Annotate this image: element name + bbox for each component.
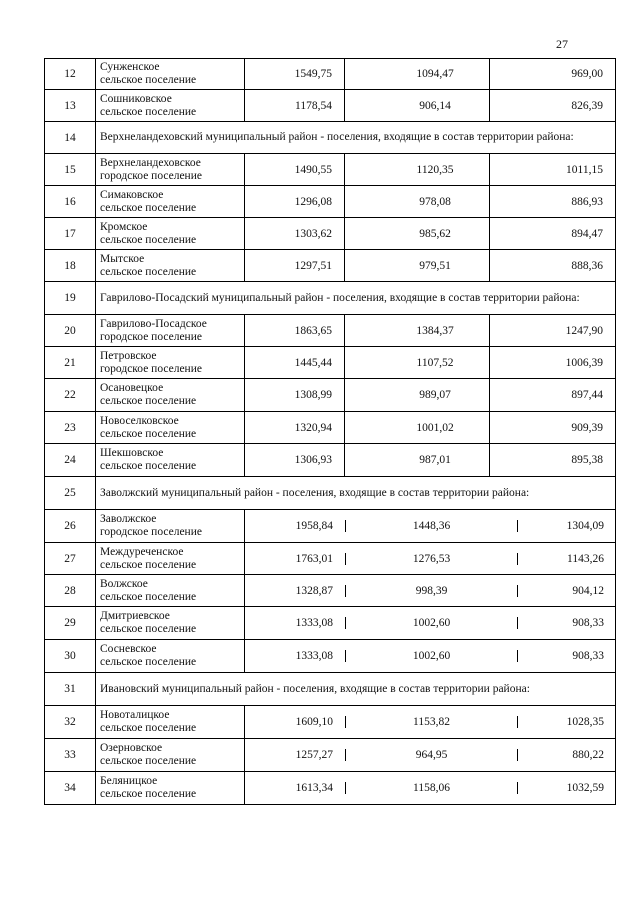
settlement-name [96, 772, 245, 805]
table-row [45, 772, 616, 805]
table-row [45, 510, 616, 543]
district-header: Ивановский муниципальный район - поселения, входящие в состав территории района: [96, 673, 616, 706]
row-number: 33 [45, 739, 96, 772]
value-cell-v2: 1448,36 [412, 520, 451, 532]
settlement-type-line: сельское поселение [100, 460, 197, 472]
settlement-name [96, 543, 245, 575]
settlement-name-line: Новоселковское [100, 414, 179, 427]
value-cell-v3: 826,39 [490, 90, 616, 122]
settlement-type-line: сельское поселение [100, 233, 197, 246]
table-row [45, 444, 616, 477]
table-row [45, 640, 616, 673]
row-number: 19 [45, 282, 96, 315]
value-cell-v3: 1006,39 [490, 347, 616, 379]
value-cell-v3: 1143,26 [567, 552, 604, 565]
settlement-type-line: сельское поселение [100, 722, 197, 734]
settlement-type-line: сельское поселение [100, 427, 197, 440]
value-cell-v2: 1276,53 [412, 552, 451, 565]
district-header: Гаврилово-Посадский муниципальный район - поселения, входящие в состав территории района: [96, 282, 616, 315]
value-cell-v3: 897,44 [490, 379, 616, 412]
value-cell-v3: 895,38 [490, 444, 616, 477]
row-number: 13 [45, 90, 96, 122]
settlement-name [96, 59, 245, 90]
row-number: 12 [45, 59, 96, 90]
settlement-type-line: городское поселение [100, 169, 202, 182]
value-cell-v2: 906,14 [345, 90, 490, 122]
settlement-name [96, 90, 245, 122]
settlement-name [96, 640, 245, 673]
table-row [45, 186, 616, 218]
district-header-row [45, 673, 616, 706]
value-group [245, 739, 616, 772]
table-row [45, 218, 616, 250]
value-cell-v2: 1001,02 [345, 412, 490, 444]
value-cell-v2: 964,95 [415, 749, 448, 761]
table-row [45, 379, 616, 412]
value-cell-v3: 1032,59 [566, 782, 604, 794]
row-number: 17 [45, 218, 96, 250]
value-group [245, 640, 616, 673]
value-cell-v2: 1002,60 [412, 617, 451, 629]
settlement-name-line: Осановецкое [100, 382, 164, 394]
settlement-name-line: Беляницкое [100, 775, 158, 787]
settlement-name-line: Сосневское [100, 643, 157, 655]
value-cell-v1: 1306,93 [245, 444, 345, 477]
value-cell-v3: 908,33 [572, 650, 604, 662]
settlement-name [96, 510, 245, 543]
settlement-name [96, 412, 245, 444]
settlement-type-line: сельское поселение [100, 558, 197, 571]
settlement-name [96, 739, 245, 772]
table-row [45, 347, 616, 379]
value-group [245, 575, 616, 607]
value-cell-v1: 1763,01 [295, 552, 333, 565]
value-cell-v2: 1107,52 [345, 347, 490, 379]
settlement-name-line: Волжское [100, 577, 148, 590]
settlement-name [96, 347, 245, 379]
row-number: 26 [45, 510, 96, 543]
row-number: 14 [45, 122, 96, 154]
settlement-name [96, 575, 245, 607]
value-cell-v3: 969,00 [490, 59, 616, 90]
value-cell-v1: 1303,62 [245, 218, 345, 250]
value-cell-v1: 1333,08 [295, 617, 333, 629]
table-row [45, 250, 616, 282]
settlement-name [96, 379, 245, 412]
settlement-name-line: Озерновское [100, 742, 163, 754]
value-group [245, 543, 616, 575]
value-cell-v1: 1609,10 [295, 716, 333, 728]
value-cell-v3: 880,22 [572, 749, 604, 761]
row-number: 30 [45, 640, 96, 673]
settlement-name [96, 154, 245, 186]
settlement-type-line: сельское поселение [100, 590, 197, 603]
value-group [245, 607, 616, 640]
value-cell-v1: 1445,44 [245, 347, 345, 379]
value-cell-v3: 894,47 [490, 218, 616, 250]
tariff-table [44, 58, 616, 805]
table-row [45, 59, 616, 90]
district-header-row [45, 477, 616, 510]
value-cell-v3: 1304,09 [566, 520, 604, 532]
table-row [45, 315, 616, 347]
value-cell-v2: 978,08 [345, 186, 490, 218]
settlement-type-line: сельское поселение [100, 656, 197, 668]
settlement-type-line: сельское поселение [100, 265, 197, 278]
table-row [45, 607, 616, 640]
page-number: 27 [556, 37, 568, 51]
value-cell-v3: 904,12 [572, 584, 604, 597]
row-number: 21 [45, 347, 96, 379]
value-cell-v2: 1153,82 [413, 716, 450, 728]
row-number: 20 [45, 315, 96, 347]
value-cell-v2: 1158,06 [413, 782, 450, 794]
table-row [45, 90, 616, 122]
row-number: 27 [45, 543, 96, 575]
value-cell-v2: 1002,60 [412, 650, 451, 662]
settlement-type-line: сельское поселение [100, 395, 197, 407]
settlement-type-line: городское поселение [100, 526, 202, 538]
value-cell-v3: 888,36 [490, 250, 616, 282]
table-row [45, 575, 616, 607]
row-number: 28 [45, 575, 96, 607]
row-number: 24 [45, 444, 96, 477]
settlement-name-line: Кромское [100, 220, 148, 233]
value-cell-v2: 987,01 [345, 444, 490, 477]
value-cell-v2: 979,51 [345, 250, 490, 282]
row-number: 34 [45, 772, 96, 805]
settlement-type-line: городское поселение [100, 330, 202, 343]
value-group [245, 706, 616, 739]
value-cell-v1: 1328,87 [295, 584, 333, 597]
settlement-type-line: сельское поселение [100, 755, 197, 767]
value-cell-v1: 1257,27 [295, 749, 333, 761]
settlement-type-line: сельское поселение [100, 623, 197, 635]
value-cell-v2: 1094,47 [345, 59, 490, 90]
value-cell-v2: 1120,35 [345, 154, 490, 186]
settlement-name-line: Шекшовское [100, 447, 164, 459]
settlement-name-line: Междуреченское [100, 545, 184, 558]
row-number: 25 [45, 477, 96, 510]
value-group [245, 772, 616, 805]
value-cell-v1: 1308,99 [245, 379, 345, 412]
table-row [45, 154, 616, 186]
value-cell-v2: 989,07 [345, 379, 490, 412]
settlement-name [96, 218, 245, 250]
district-header-row [45, 122, 616, 154]
settlement-name-line: Мытское [100, 252, 145, 265]
value-cell-v3: 908,33 [572, 617, 604, 629]
value-cell-v2: 985,62 [345, 218, 490, 250]
settlement-name [96, 186, 245, 218]
row-number: 23 [45, 412, 96, 444]
settlement-type-line: сельское поселение [100, 105, 197, 118]
row-number: 15 [45, 154, 96, 186]
value-cell-v1: 1613,34 [295, 782, 333, 794]
settlement-name-line: Гаврилово-Посадское [100, 317, 207, 330]
row-number: 22 [45, 379, 96, 412]
value-cell-v1: 1178,54 [245, 90, 345, 122]
settlement-name [96, 315, 245, 347]
settlement-name-line: Верхнеландеховское [100, 156, 201, 169]
district-header-row [45, 282, 616, 315]
value-cell-v3: 1028,35 [566, 716, 604, 728]
value-cell-v1: 1297,51 [245, 250, 345, 282]
value-cell-v1: 1320,94 [245, 412, 345, 444]
settlement-name [96, 607, 245, 640]
settlement-type-line: сельское поселение [100, 201, 197, 214]
settlement-type-line: сельское поселение [100, 788, 197, 800]
value-group [245, 510, 616, 543]
settlement-name [96, 250, 245, 282]
settlement-name [96, 444, 245, 477]
settlement-name-line: Симаковское [100, 188, 164, 201]
settlement-name-line: Сошниковское [100, 92, 172, 105]
value-cell-v1: 1333,08 [295, 650, 333, 662]
value-cell-v1: 1296,08 [245, 186, 345, 218]
value-cell-v3: 886,93 [490, 186, 616, 218]
district-header: Заволжский муниципальный район - поселения, входящие в состав территории района: [96, 477, 616, 510]
row-number: 16 [45, 186, 96, 218]
row-number: 18 [45, 250, 96, 282]
settlement-type-line: городское поселение [100, 362, 202, 375]
row-number: 31 [45, 673, 96, 706]
value-cell-v2: 1384,37 [345, 315, 490, 347]
settlement-name-line: Новоталицкое [100, 709, 170, 721]
settlement-name-line: Сунженское [100, 61, 160, 73]
table-row [45, 412, 616, 444]
row-number: 32 [45, 706, 96, 739]
settlement-name-line: Дмитриевское [100, 610, 170, 622]
value-cell-v3: 1247,90 [490, 315, 616, 347]
value-cell-v2: 998,39 [415, 584, 448, 597]
value-cell-v1: 1549,75 [245, 59, 345, 90]
value-cell-v3: 909,39 [490, 412, 616, 444]
table-row [45, 706, 616, 739]
value-cell-v1: 1958,84 [295, 520, 333, 532]
value-cell-v1: 1863,65 [245, 315, 345, 347]
settlement-name-line: Заволжское [100, 513, 157, 525]
row-number: 29 [45, 607, 96, 640]
value-cell-v3: 1011,15 [490, 154, 616, 186]
settlement-name-line: Петровское [100, 349, 157, 362]
table-row [45, 739, 616, 772]
settlement-type-line: сельское поселение [100, 74, 197, 86]
table-row [45, 543, 616, 575]
district-header: Верхнеландеховский муниципальный район - поселения, входящие в состав территории района: [96, 122, 616, 154]
value-cell-v1: 1490,55 [245, 154, 345, 186]
settlement-name [96, 706, 245, 739]
